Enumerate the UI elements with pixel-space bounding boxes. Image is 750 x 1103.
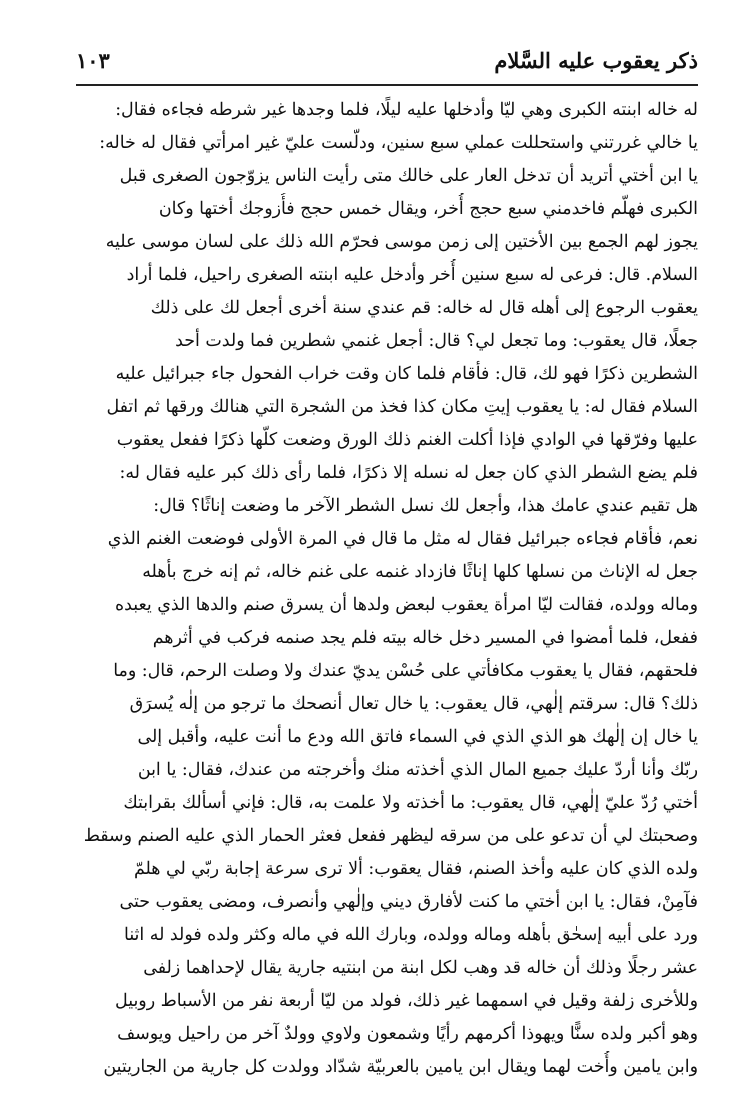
text-line: ربّك وأنا أردّ عليك جميع المال الذي أخذته منك وأخرجته من عندك، فقال: يا ابن bbox=[137, 760, 698, 780]
text-line: وللأخرى زلفة وقيل في اسمهما غير ذلك، فولد من ليّا أربعة نفر من الأسباط روبيل bbox=[115, 991, 698, 1011]
text-line: يا ابن أختي أتريد أن تدخل العار على خالك متى رأيت الناس يزوّجون الصغرى قبل bbox=[119, 166, 698, 186]
text-line: فآمِنْ، فقال: يا ابن أختي ما كنت لأفارق ديني وإلٰهي وأنصرف، ومضى يعقوب حتى bbox=[119, 892, 698, 912]
text-line: هل تقيم عندي عامك هذا، وأجعل لك نسل الشطر الآخر ما وضعت إناثًا؟ قال: bbox=[153, 496, 698, 516]
text-line: ولده الذي كان عليه وأخذ الصنم، فقال يعقوب: ألا ترى سرعة إجابة ربّي لي هلمّ bbox=[133, 859, 698, 879]
text-line: يجوز لهم الجمع بين الأختين إلى زمن موسى فحرّم الله ذلك على لسان موسى عليه bbox=[105, 232, 698, 252]
running-header bbox=[76, 44, 698, 84]
text-line: وصحبتك لي أن تدعو على من سرقه ليظهر ففعل فعثر الحمار الذي عليه الصنم وسقط bbox=[83, 826, 698, 846]
text-line: له خاله ابنته الكبرى وهي ليّا وأدخلها عليه ليلًا، فلما وجدها غير شرطه فجاءه فقال: bbox=[115, 100, 698, 120]
text-line: جعل له الإناث من نسلها كلها إناثًا فازداد غنمه على غنم خاله، ثم إنه خرج بأهله bbox=[142, 562, 698, 582]
text-line: السلام فقال له: يا يعقوب إيتِ مكان كذا فخذ من الشجرة التي هنالك ورقها ثم اتفل bbox=[106, 397, 698, 417]
text-line: أختي رُدّ عليّ إلٰهي، قال يعقوب: ما أخذته ولا علمت به، قال: فإني أسألك بقرابتك bbox=[123, 793, 698, 813]
text-line: الشطرين ذكرًا فهو لك، قال: فأقام فلما كان وقت خراب الفحول جاء جبرائيل عليه bbox=[115, 364, 698, 384]
text-line: يعقوب الرجوع إلى أهله قال له خاله: قم عندي سنة أخرى أجعل لك على ذلك bbox=[150, 298, 698, 318]
page-number: ١٠٣ bbox=[76, 48, 110, 73]
text-line: عليها وفرّقها في الوادي فإذا أكلت الغنم ذلك الورق وضعت كلّها ذكرًا ففعل يعقوب bbox=[116, 430, 698, 450]
text-line: عشر رجلًا وذلك أن خاله قد وهب لكل ابنة من ابنتيه جارية يقال لإحداهما زلفى bbox=[143, 958, 698, 978]
text-line: ورد على أبيه إسحٰق بأهله وماله وولده، وبارك الله في ماله وكثر ولده فولد له اثنا bbox=[124, 925, 698, 945]
chapter-title: ذكر يعقوب عليه السَّلام bbox=[494, 48, 698, 73]
text-line: ذلك؟ قال: سرقتم إلٰهي، قال يعقوب: يا خال تعال أنصحك ما ترجو من إلٰه يُسرَق bbox=[129, 694, 698, 714]
header-divider bbox=[76, 84, 698, 86]
text-line: يا خال إن إلٰهك هو الذي الذي في السماء فاتق الله ودع ما أنت عليه، وأقبل إلى bbox=[137, 727, 698, 747]
body-text bbox=[76, 94, 698, 1084]
text-line: السلام. قال: فرعى له سبع سنين أُخر وأدخل عليه ابنته الصغرى راحيل، فلما أراد bbox=[126, 265, 698, 285]
text-line: فلم يضع الشطر الذي كان جعل له نسله إلا ذكرًا، فلما رأى ذلك كبر عليه فقال له: bbox=[119, 463, 698, 483]
text-line: وماله وولده، فقالت ليّا امرأة يعقوب لبعض ولدها أن يسرق صنم والدها الذي يعبده bbox=[114, 595, 698, 615]
text-line: وابن يامين وأُخت لهما ويقال ابن يامين بالعربيّة شدّاد وولدت كل جارية من الجاريتين bbox=[103, 1057, 698, 1077]
text-line: يا خالي غررتني واستحللت عملي سبع سنين، ودلّست عليّ غير امرأتي فقال له خاله: bbox=[99, 133, 698, 153]
text-line: جعلًا، قال يعقوب: وما تجعل لي؟ قال: أجعل غنمي شطرين فما ولدت أحد bbox=[175, 331, 698, 351]
text-line: الكبرى فهلّم فاخدمني سبع حجج أُخر، ويقال خمس حجج فأُزوجك أختها وكان bbox=[158, 199, 698, 219]
text-line: نعم، فأقام فجاءه جبرائيل فقال له مثل ما قال في المرة الأولى فوضعت الغنم الذي bbox=[107, 529, 698, 549]
text-line: فلحقهم، فقال يا يعقوب مكافأتي على حُسْن يديّ عندك ولا وصلت الرحم، قال: وما bbox=[113, 661, 698, 681]
text-line: ففعل، فلما أمضوا في المسير دخل خاله بيته فلم يجد صنمه فركب في أثرهم bbox=[152, 628, 698, 648]
text-line: وهو أكبر ولده سنًّا ويهوذا أكرمهم رأيًا وشمعون ولاوي وولدٌ آخر من راحيل ويوسف bbox=[117, 1024, 698, 1044]
